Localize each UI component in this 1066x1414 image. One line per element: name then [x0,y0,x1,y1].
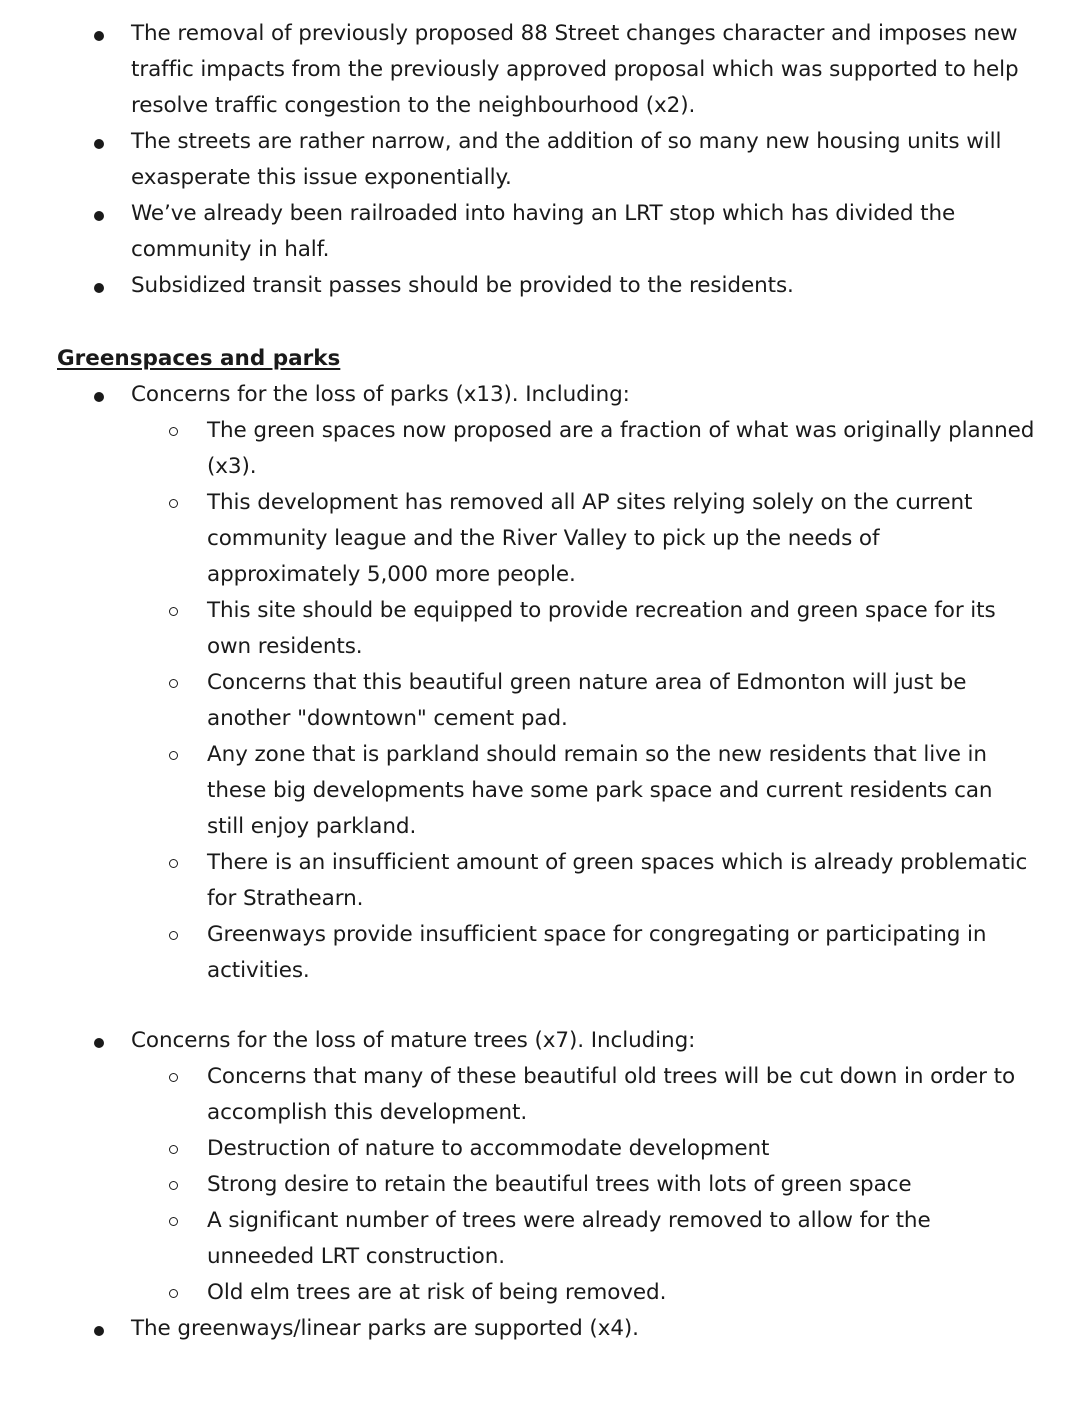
circle-bullet-icon [169,1073,178,1082]
sub-list-item [0,413,1066,485]
circle-bullet-icon [169,1217,178,1226]
list-item-text: We’ve already been railroaded into having an LRT stop which has divided the community in half. [131,201,956,262]
list-item-text: Subsidized transit passes should be provided to the residents. [131,273,794,298]
list-item-text: Concerns for the loss of parks (x13). Including: [131,382,630,407]
sub-list-item [0,485,1066,593]
circle-bullet-icon [169,751,178,760]
section-heading: Greenspaces and parks [57,346,341,371]
sub-list-item [0,665,1066,737]
bullet-icon [94,392,104,402]
bullet-icon [94,1326,104,1336]
circle-bullet-icon [169,607,178,616]
trees-concerns [0,1023,1066,1347]
sub-list-item-text: Strong desire to retain the beautiful trees with lots of green space [207,1172,912,1197]
parks-concerns [0,377,1066,989]
circle-bullet-icon [169,427,178,436]
circle-bullet-icon [169,1181,178,1190]
list-item-text: Concerns for the loss of mature trees (x7). Including: [131,1028,696,1053]
circle-bullet-icon [169,679,178,688]
sub-list-item-text: This development has removed all AP sites relying solely on the current community league and the River Valley to pick up the needs of approximately 5,000 more people. [207,490,973,587]
list-item [0,1023,1066,1059]
trees-sub-list [0,1059,1066,1311]
circle-bullet-icon [169,859,178,868]
bullet-icon [94,139,104,149]
sub-list-item-text: There is an insufficient amount of green spaces which is already problematic for Strathearn. [207,850,1028,911]
bullet-icon [94,283,104,293]
circle-bullet-icon [169,499,178,508]
sub-list-item [0,1275,1066,1311]
list-item [0,124,1066,196]
circle-bullet-icon [169,1289,178,1298]
list-item [0,1311,1066,1347]
sub-list-item-text: The green spaces now proposed are a fraction of what was originally planned (x3). [207,418,1035,479]
sub-list-item [0,737,1066,845]
sub-list-item [0,1131,1066,1167]
sub-list-item [0,1059,1066,1131]
circle-bullet-icon [169,1145,178,1154]
list-item [0,268,1066,304]
sub-list-item [0,593,1066,665]
sub-list-item [0,1203,1066,1275]
list-item [0,377,1066,413]
sub-list-item-text: Greenways provide insufficient space for congregating or participating in activities. [207,922,987,983]
bullet-icon [94,211,104,221]
circle-bullet-icon [169,931,178,940]
list-item [0,16,1066,124]
sub-list-item-text: A significant number of trees were already removed to allow for the unneeded LRT construction. [207,1208,931,1269]
list-item [0,196,1066,268]
bullet-icon [94,1038,104,1048]
list-item-text: The removal of previously proposed 88 Street changes character and imposes new traffic impacts from the previously approved proposal which was supported to help resolve traffic congestion to the neighbourhood (x2). [131,21,1019,118]
sub-list-item [0,1167,1066,1203]
list-item-text: The greenways/linear parks are supported (x4). [131,1316,639,1341]
bullet-icon [94,31,104,41]
sub-list-item-text: Any zone that is parkland should remain so the new residents that live in these big developments have some park space and current residents can still enjoy parkland. [207,742,993,839]
sub-list-item [0,917,1066,989]
sub-list-item-text: Old elm trees are at risk of being removed. [207,1280,667,1305]
parks-sub-list [0,413,1066,989]
sub-list-item-text: Destruction of nature to accommodate development [207,1136,770,1161]
sub-list-item-text: Concerns that this beautiful green nature area of Edmonton will just be another "downtown" cement pad. [207,670,967,731]
intro-bullet-list [0,16,1066,304]
list-item-text: The streets are rather narrow, and the addition of so many new housing units will exasperate this issue exponentially. [131,129,1002,190]
sub-list-item-text: Concerns that many of these beautiful old trees will be cut down in order to accomplish this development. [207,1064,1016,1125]
sub-list-item-text: This site should be equipped to provide recreation and green space for its own residents. [207,598,996,659]
sub-list-item [0,845,1066,917]
